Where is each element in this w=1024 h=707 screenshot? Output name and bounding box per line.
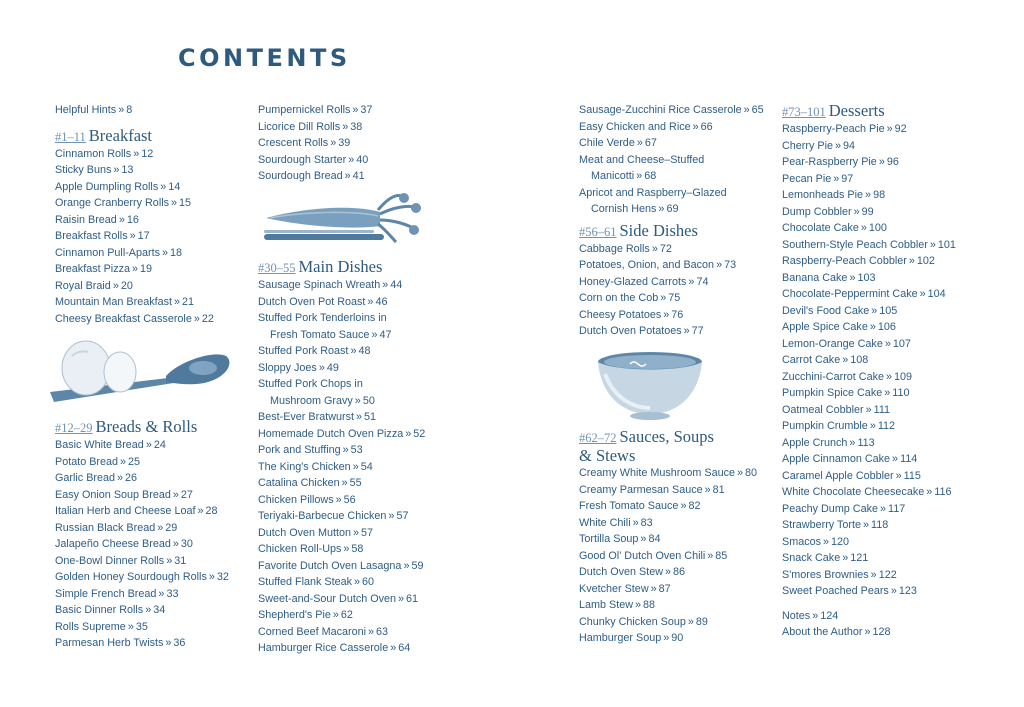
column-1-lower [55,418,250,652]
toc-entry[interactable]: Southern-Style Peach Cobbler » 101 [782,238,956,251]
toc-entry[interactable]: Pear-Raspberry Pie » 96 [782,156,899,168]
toc-entry[interactable]: Garlic Bread » 26 [55,472,138,484]
toc-entry[interactable]: Dutch Oven Pot Roast » 46 [258,295,388,308]
toc-entry[interactable]: Carrot Cake » 108 [782,354,869,366]
toc-entry[interactable]: Parmesan Herb Twists » 36 [55,637,186,649]
toc-entry[interactable]: Dutch Oven Potatoes » 77 [579,325,704,337]
toc-entry[interactable]: Corn on the Cob » 75 [579,292,681,304]
toc-entry-notes[interactable]: Notes » 124 [782,609,839,622]
toc-entry[interactable]: Breakfast Rolls » 17 [55,230,150,242]
toc-entry[interactable]: Dutch Oven Mutton » 57 [258,526,374,539]
toc-entry[interactable]: Orange Cranberry Rolls » 15 [55,197,192,209]
toc-entry[interactable]: Creamy Parmesan Sauce » 81 [579,483,725,496]
toc-entry-author[interactable]: About the Author » 128 [782,626,891,638]
toc-entry[interactable]: Chicken Roll-Ups » 58 [258,543,364,555]
side-dishes-list [579,241,779,340]
toc-entry[interactable]: Banana Cake » 103 [782,271,876,284]
toc-entry[interactable]: Easy Chicken and Rice » 66 [579,120,713,133]
main-dishes-list [258,277,473,657]
toc-entry[interactable]: Favorite Dutch Oven Lasagna » 59 [258,559,424,572]
toc-entry[interactable]: Strawberry Torte » 118 [782,519,889,531]
breakfast-list [55,146,250,328]
toc-entry[interactable]: Chocolate Cake » 100 [782,222,887,234]
toc-entry[interactable]: Stuffed Pork Chops in Mushroom Gravy » 50 [258,378,375,407]
toc-entry[interactable]: Crescent Rolls » 39 [258,137,351,149]
toc-entry[interactable]: Homemade Dutch Oven Pizza » 52 [258,427,426,440]
toc-entry[interactable]: Apple Spice Cake » 106 [782,321,896,333]
toc-entry[interactable]: Pumpernickel Rolls » 37 [258,104,373,116]
main-cont-list [579,102,779,218]
toc-entry[interactable]: Shepherd's Pie » 62 [258,609,353,621]
toc-entry[interactable]: Peachy Dump Cake » 117 [782,502,906,515]
toc-entry[interactable]: Hamburger Rice Casserole » 64 [258,642,411,654]
toc-entry[interactable]: Royal Braid » 20 [55,279,133,292]
toc-entry[interactable]: Licorice Dill Rolls » 38 [258,120,363,133]
section-heading-desserts: #73–101 Desserts [782,101,885,120]
toc-entry[interactable]: Chunky Chicken Soup » 89 [579,615,708,628]
toc-entry[interactable]: Sticky Buns » 13 [55,164,134,176]
toc-entry[interactable]: Lemon-Orange Cake » 107 [782,337,911,350]
toc-entry[interactable]: Breakfast Pizza » 19 [55,263,153,275]
toc-entry[interactable]: Good Ol' Dutch Oven Chili » 85 [579,549,728,562]
toc-entry[interactable]: Devil's Food Cake » 105 [782,304,898,317]
toc-entry[interactable]: Best-Ever Bratwurst » 51 [258,411,377,423]
toc-entry[interactable]: White Chocolate Cheesecake » 116 [782,486,952,498]
toc-entry[interactable]: Mountain Man Breakfast » 21 [55,296,195,308]
toc-entry[interactable]: Meat and Cheese–Stuffed Manicotti » 68 [579,153,705,182]
toc-entry[interactable]: Cheesy Potatoes » 76 [579,308,684,321]
toc-entry[interactable]: Simple French Bread » 33 [55,587,179,600]
toc-entry[interactable]: One-Bowl Dinner Rolls » 31 [55,554,187,567]
section-heading-side-dishes: #56–61 Side Dishes [579,220,698,240]
toc-entry[interactable]: Sweet Poached Pears » 123 [782,585,917,597]
mixing-bowl-illustration [595,350,705,427]
toc-entry[interactable]: Cinnamon Rolls » 12 [55,147,154,160]
toc-entry[interactable]: Helpful Hints » 8 [55,104,133,116]
toc-entry[interactable]: Tortilla Soup » 84 [579,533,661,545]
toc-entry[interactable]: Chicken Pillows » 56 [258,493,356,506]
section-heading-main-dishes: #30–55 Main Dishes [258,257,383,276]
toc-entry[interactable]: Pork and Stuffing » 53 [258,444,363,456]
toc-entry[interactable]: Creamy White Mushroom Sauce » 80 [579,467,758,479]
toc-entry[interactable]: Stuffed Pork Roast » 48 [258,345,371,357]
toc-entry[interactable]: Hamburger Soup » 90 [579,632,684,644]
toc-entry[interactable]: Rolls Supreme » 35 [55,620,148,633]
page-title: CONTENTS [178,44,351,72]
section-heading-sauces: #62–72 Sauces, Soups [579,427,714,446]
toc-entry[interactable]: Cheesy Breakfast Casserole » 22 [55,312,214,325]
desserts-list [782,121,982,600]
toc-entry[interactable]: Smacos » 120 [782,535,850,548]
toc-entry[interactable]: Stuffed Pork Tenderloins in Fresh Tomato Sauce » 47 [258,312,392,341]
toc-entry[interactable]: Raspberry-Peach Cobbler » 102 [782,255,935,267]
toc-entry[interactable]: Dump Cobbler » 99 [782,205,874,218]
toc-entry[interactable]: Sloppy Joes » 49 [258,361,339,374]
toc-entry[interactable]: Fresh Tomato Sauce » 82 [579,500,701,512]
toc-entry[interactable]: Snack Cake » 121 [782,552,869,564]
section-heading-breads: #12–29 Breads & Rolls [55,417,198,436]
toc-entry[interactable]: The King's Chicken » 54 [258,460,373,473]
toc-entry[interactable]: Pumpkin Spice Cake » 110 [782,387,910,399]
toc-entry[interactable]: S'mores Brownies » 122 [782,568,897,581]
toc-entry[interactable]: Stuffed Flank Steak » 60 [258,576,375,588]
toc-entry[interactable]: Potatoes, Onion, and Bacon » 73 [579,259,737,271]
toc-entry[interactable]: Apple Dumpling Rolls » 14 [55,180,181,193]
toc-entry[interactable]: Cinnamon Pull-Aparts » 18 [55,246,183,259]
toc-entry[interactable]: Pecan Pie » 97 [782,172,854,185]
toc-entry[interactable]: Cherry Pie » 94 [782,139,856,152]
toc-entry[interactable]: Oatmeal Cobbler » 111 [782,403,891,416]
toc-entry[interactable]: Chocolate-Peppermint Cake » 104 [782,288,946,300]
column-3-lower [579,428,779,647]
toc-entry[interactable]: Apple Crunch » 113 [782,436,875,449]
toc-entry[interactable]: Easy Onion Soup Bread » 27 [55,488,193,501]
toc-entry[interactable]: Apricot and Raspberry–Glazed Cornish Hens » 69 [579,186,727,215]
toc-entry[interactable]: Pumpkin Crumble » 112 [782,420,896,432]
section-heading-breakfast: #1–11 Breakfast [55,125,153,145]
toc-entry[interactable]: Honey-Glazed Carrots » 74 [579,275,709,288]
toc-entry[interactable]: Golden Honey Sourdough Rolls » 32 [55,571,229,583]
toc-entry[interactable]: Catalina Chicken » 55 [258,477,362,489]
toc-entry[interactable]: Sweet-and-Sour Dutch Oven » 61 [258,592,419,605]
toc-entry[interactable]: Raspberry-Peach Pie » 92 [782,123,907,135]
toc-entry[interactable]: White Chili » 83 [579,516,653,529]
column-3 [579,102,779,340]
toc-entry[interactable]: Italian Herb and Cheese Loaf » 28 [55,505,218,517]
toc-entry[interactable]: Raisin Bread » 16 [55,213,139,226]
toc-entry[interactable]: Caramel Apple Cobbler » 115 [782,469,921,482]
toc-entry[interactable]: Lamb Stew » 88 [579,599,656,611]
toc-entry[interactable]: Cabbage Rolls » 72 [579,242,672,255]
toc-entry[interactable]: Teriyaki-Barbecue Chicken » 57 [258,510,409,522]
toc-entry[interactable]: Jalapeño Cheese Bread » 30 [55,538,193,550]
column-1 [55,102,250,327]
sauces-list [579,465,779,647]
toc-entry[interactable]: Dutch Oven Stew » 86 [579,566,686,578]
toc-entry[interactable]: Kvetcher Stew » 87 [579,582,671,595]
toc-entry[interactable]: Sausage Spinach Wreath » 44 [258,279,403,291]
toc-entry[interactable]: Potato Bread » 25 [55,455,141,468]
section-heading-sauces-line2: & Stews [579,446,636,465]
column-4 [782,102,982,641]
column-2 [258,102,473,185]
toc-entry[interactable]: Sourdough Starter » 40 [258,153,369,166]
toc-entry[interactable]: Russian Black Bread » 29 [55,521,178,534]
toc-entry[interactable]: Corned Beef Macaroni » 63 [258,625,389,638]
toc-entry[interactable]: Basic White Bread » 24 [55,439,166,451]
toc-entry[interactable]: Basic Dinner Rolls » 34 [55,604,166,616]
toc-entry[interactable]: Apple Cinnamon Cake » 114 [782,453,918,465]
breads-list [55,437,250,652]
toc-entry[interactable]: Sourdough Bread » 41 [258,170,365,182]
column-2-lower [258,258,473,657]
toc-entry[interactable]: Zucchini-Carrot Cake » 109 [782,370,913,383]
toc-entry[interactable]: Sausage-Zucchini Rice Casserole » 65 [579,104,764,116]
toc-entry[interactable]: Chile Verde » 67 [579,137,657,149]
breads-cont-list [258,102,473,185]
carrot-illustration [262,190,424,251]
toc-entry[interactable]: Lemonheads Pie » 98 [782,189,886,201]
spoon-and-egg-illustration [48,336,238,411]
